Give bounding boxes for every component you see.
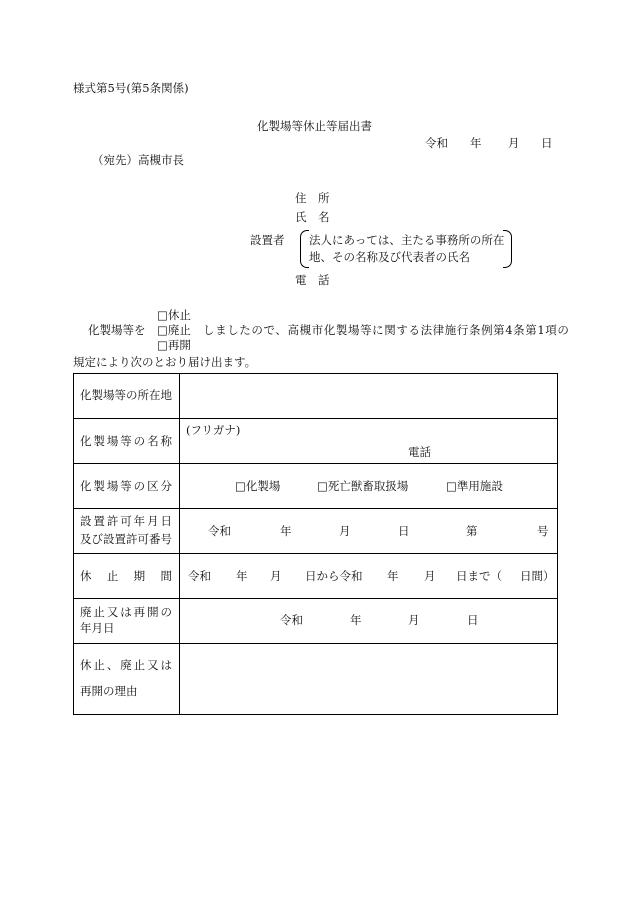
row-location: [74, 374, 557, 418]
corporate-note-line-1: 法人にあっては、主たる事務所の所在: [309, 233, 505, 247]
abolition-era: 令和: [280, 613, 303, 627]
option-resumption: □再開: [157, 338, 191, 352]
period-start-era: 令和: [188, 569, 211, 583]
reason-label-line-1: 休止、廃止又は: [80, 658, 172, 672]
permit-number-prefix: 第: [466, 524, 478, 538]
address-label: 住 所: [295, 191, 330, 205]
category-option-equivalent-facility: □準用施設: [446, 479, 503, 493]
name-field-label: 化製場等の名称: [80, 434, 172, 448]
date-year: 年: [470, 136, 482, 150]
addressee: （宛先）高槻市長: [92, 153, 184, 167]
corporate-note-line-2: 地、その名称及び代表者の氏名: [309, 250, 470, 264]
abolition-date-label-line-1: 廃止又は再開の: [80, 605, 172, 619]
option-suspension: □休止: [157, 308, 191, 322]
category-label: 化製場等の区分: [80, 479, 172, 493]
form-title: 化製場等休止等届出書: [257, 119, 372, 133]
period-start-day: 日から令和: [305, 569, 363, 583]
abolition-year: 年: [350, 613, 362, 627]
permit-label-line-2: 及び設置許可番号: [80, 532, 172, 546]
abolition-month: 月: [408, 613, 420, 627]
category-option-rendering-plant: □化製場: [235, 479, 281, 493]
details-table: [73, 373, 558, 715]
statement-line-2: 規定により次のとおり届け出ます。: [73, 355, 257, 369]
form-number: 様式第5号(第5条関係): [73, 81, 189, 95]
row-abolition-date: [74, 598, 557, 643]
option-abolition: □廃止: [157, 323, 191, 337]
period-end-day: 日まで（: [456, 569, 502, 583]
row-category: [74, 463, 557, 508]
date-month: 月: [508, 136, 520, 150]
bracket-left: [300, 230, 309, 268]
permit-label-line-1: 設置許可年月日: [80, 514, 172, 528]
name-label: 氏 名: [295, 210, 330, 224]
date-era: 令和: [425, 136, 448, 150]
statement-subject: 化製場等を: [88, 323, 146, 337]
row-reason: [74, 643, 557, 714]
row-suspension-period: [74, 553, 557, 598]
row-name: [74, 418, 557, 463]
period-start-month: 月: [270, 569, 282, 583]
permit-number-suffix: 号: [537, 524, 549, 538]
location-label: 化製場等の所在地: [80, 388, 172, 402]
suspension-period-label: 休止期間: [80, 569, 172, 583]
date-day: 日: [541, 136, 553, 150]
installer-label: 設置者: [250, 233, 285, 247]
period-days: 日間）: [520, 569, 555, 583]
period-end-year: 年: [387, 569, 399, 583]
permit-era: 令和: [208, 524, 231, 538]
row-permit: [74, 508, 557, 553]
statement-line-1: しましたので、高槻市化製場等に関する法律施行条例第4条第1項の: [203, 323, 570, 337]
abolition-date-label-line-2: 年月日: [80, 621, 115, 635]
abolition-day: 日: [467, 613, 479, 627]
permit-day: 日: [398, 524, 410, 538]
phone-label: 電 話: [295, 273, 330, 287]
facility-phone-label: 電話: [408, 445, 431, 459]
period-start-year: 年: [236, 569, 248, 583]
permit-month: 月: [339, 524, 351, 538]
reason-label-line-2: 再開の理由: [80, 684, 138, 698]
category-option-carcass-facility: □死亡獣畜取扱場: [317, 479, 409, 493]
permit-year: 年: [280, 524, 292, 538]
furigana-label: (フリガナ): [186, 423, 241, 437]
period-end-month: 月: [424, 569, 436, 583]
